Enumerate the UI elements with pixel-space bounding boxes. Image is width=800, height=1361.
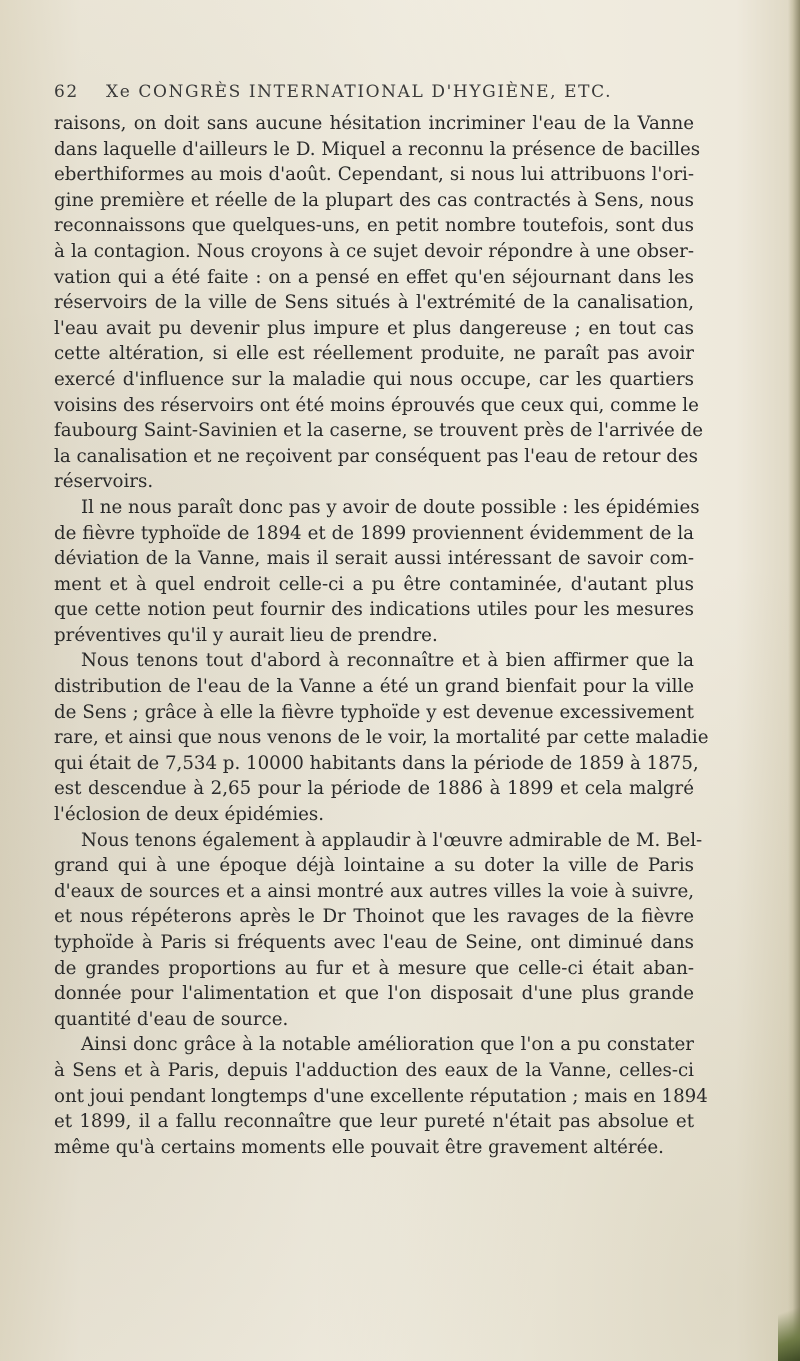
text-line: rare, et ainsi que nous venons de le voir, la mortalité par cette maladie: [54, 727, 709, 749]
text-line: d'eaux de sources et a ainsi montré aux autres villes la voie à suivre,: [54, 880, 694, 902]
text-line: l'eau avait pu devenir plus impure et plus dangereuse ; en tout cas: [54, 317, 694, 339]
text-line: distribution de l'eau de la Vanne a été un grand bienfait pour la ville: [54, 676, 694, 698]
text-line: déviation de la Vanne, mais il serait aussi intéressant de savoir com-: [54, 548, 694, 570]
text-line: vation qui a été faite : on a pensé en effet qu'en séjournant dans les: [54, 266, 694, 288]
text-line: l'éclosion de deux épidémies.: [54, 804, 325, 826]
text-line: eberthiformes au mois d'août. Cependant, si nous lui attribuons l'ori-: [54, 164, 694, 186]
text-line: gine première et réelle de la plupart des cas contractés à Sens, nous: [54, 189, 694, 211]
paragraph: [54, 1032, 708, 1160]
text-line: grand qui à une époque déjà lointaine a su doter la ville de Paris: [54, 855, 694, 877]
text-line: Nous tenons tout d'abord à reconnaître et à bien affirmer que la: [81, 650, 694, 672]
page-edge-shadow: [788, 0, 800, 1361]
text-line: de grandes proportions au fur et à mesure que celle-ci était aban-: [54, 957, 694, 979]
paragraph: [54, 495, 700, 649]
page-header: [54, 82, 694, 106]
text-line: et 1899, il a fallu reconnaître que leur pureté n'était pas absolue et: [54, 1111, 694, 1133]
text-line: donnée pour l'alimentation et que l'on disposait d'une plus grande: [54, 983, 694, 1005]
text-line: même qu'à certains moments elle pouvait être gravement altérée.: [54, 1136, 664, 1158]
text-line: quantité d'eau de source.: [54, 1008, 289, 1030]
text-line: à la contagion. Nous croyons à ce sujet devoir répondre à une obser-: [54, 240, 694, 262]
page-number: 62: [54, 82, 79, 102]
text-line: qui était de 7,534 p. 10000 habitants dans la période de 1859 à 1875,: [54, 752, 699, 774]
text-line: typhoïde à Paris si fréquents avec l'eau de Seine, ont diminué dans: [54, 932, 694, 953]
text-line: la canalisation et ne reçoivent par conséquent pas l'eau de retour des: [54, 445, 698, 467]
text-line: de fièvre typhoïde de 1894 et de 1899 proviennent évidemment de la: [54, 522, 694, 544]
text-line: Ainsi donc grâce à la notable amélioration que l'on a pu constater: [81, 1034, 694, 1056]
text-line: réservoirs de la ville de Sens situés à l'extrémité de la canalisation,: [54, 292, 694, 314]
text-line: réservoirs.: [54, 471, 154, 493]
text-line: Nous tenons également à applaudir à l'œuvre admirable de M. Bel-: [81, 829, 703, 851]
paragraph: [54, 828, 703, 1033]
text-line: faubourg Saint-Savinien et la caserne, se trouvent près de l'arrivée de: [54, 420, 703, 442]
text-line: que cette notion peut fournir des indications utiles pour les mesures: [54, 599, 694, 621]
text-line: et nous répéterons après le Dr Thoinot que les ravages de la fièvre: [54, 906, 694, 928]
page-corner-stain: [778, 1291, 800, 1361]
text-line: ont joui pendant longtemps d'une excellente réputation ; mais en 1894: [54, 1085, 708, 1107]
text-line: reconnaissons que quelques-uns, en petit nombre toutefois, sont dus: [54, 215, 694, 237]
text-line: exercé d'influence sur la maladie qui nous occupe, car les quartiers: [54, 368, 694, 390]
text-line: raisons, on doit sans aucune hésitation incriminer l'eau de la Vanne: [54, 113, 694, 134]
text-line: est descendue à 2,65 pour la période de 1886 à 1899 et cela malgré: [54, 778, 694, 800]
paragraph: [54, 111, 703, 495]
text-line: à Sens et à Paris, depuis l'adduction des eaux de la Vanne, celles-ci: [54, 1059, 694, 1081]
text-line: dans laquelle d'ailleurs le D. Miquel a reconnu la présence de bacilles: [54, 138, 701, 160]
paragraph: [54, 648, 709, 827]
text-line: voisins des réservoirs ont été moins éprouvés que ceux qui, comme le: [54, 394, 699, 416]
text-line: de Sens ; grâce à elle la fièvre typhoïde y est devenue excessivement: [54, 701, 694, 723]
text-line: Il ne nous paraît donc pas y avoir de doute possible : les épidémies: [81, 496, 700, 518]
body-text: [54, 111, 709, 1160]
text-line: cette altération, si elle est réellement produite, ne paraît pas avoir: [54, 343, 694, 365]
text-line: préventives qu'il y aurait lieu de prendre.: [54, 624, 438, 646]
running-head: Xe CONGRÈS INTERNATIONAL D'HYGIÈNE, ETC.: [106, 82, 613, 102]
text-line: ment et à quel endroit celle-ci a pu être contaminée, d'autant plus: [54, 573, 694, 595]
